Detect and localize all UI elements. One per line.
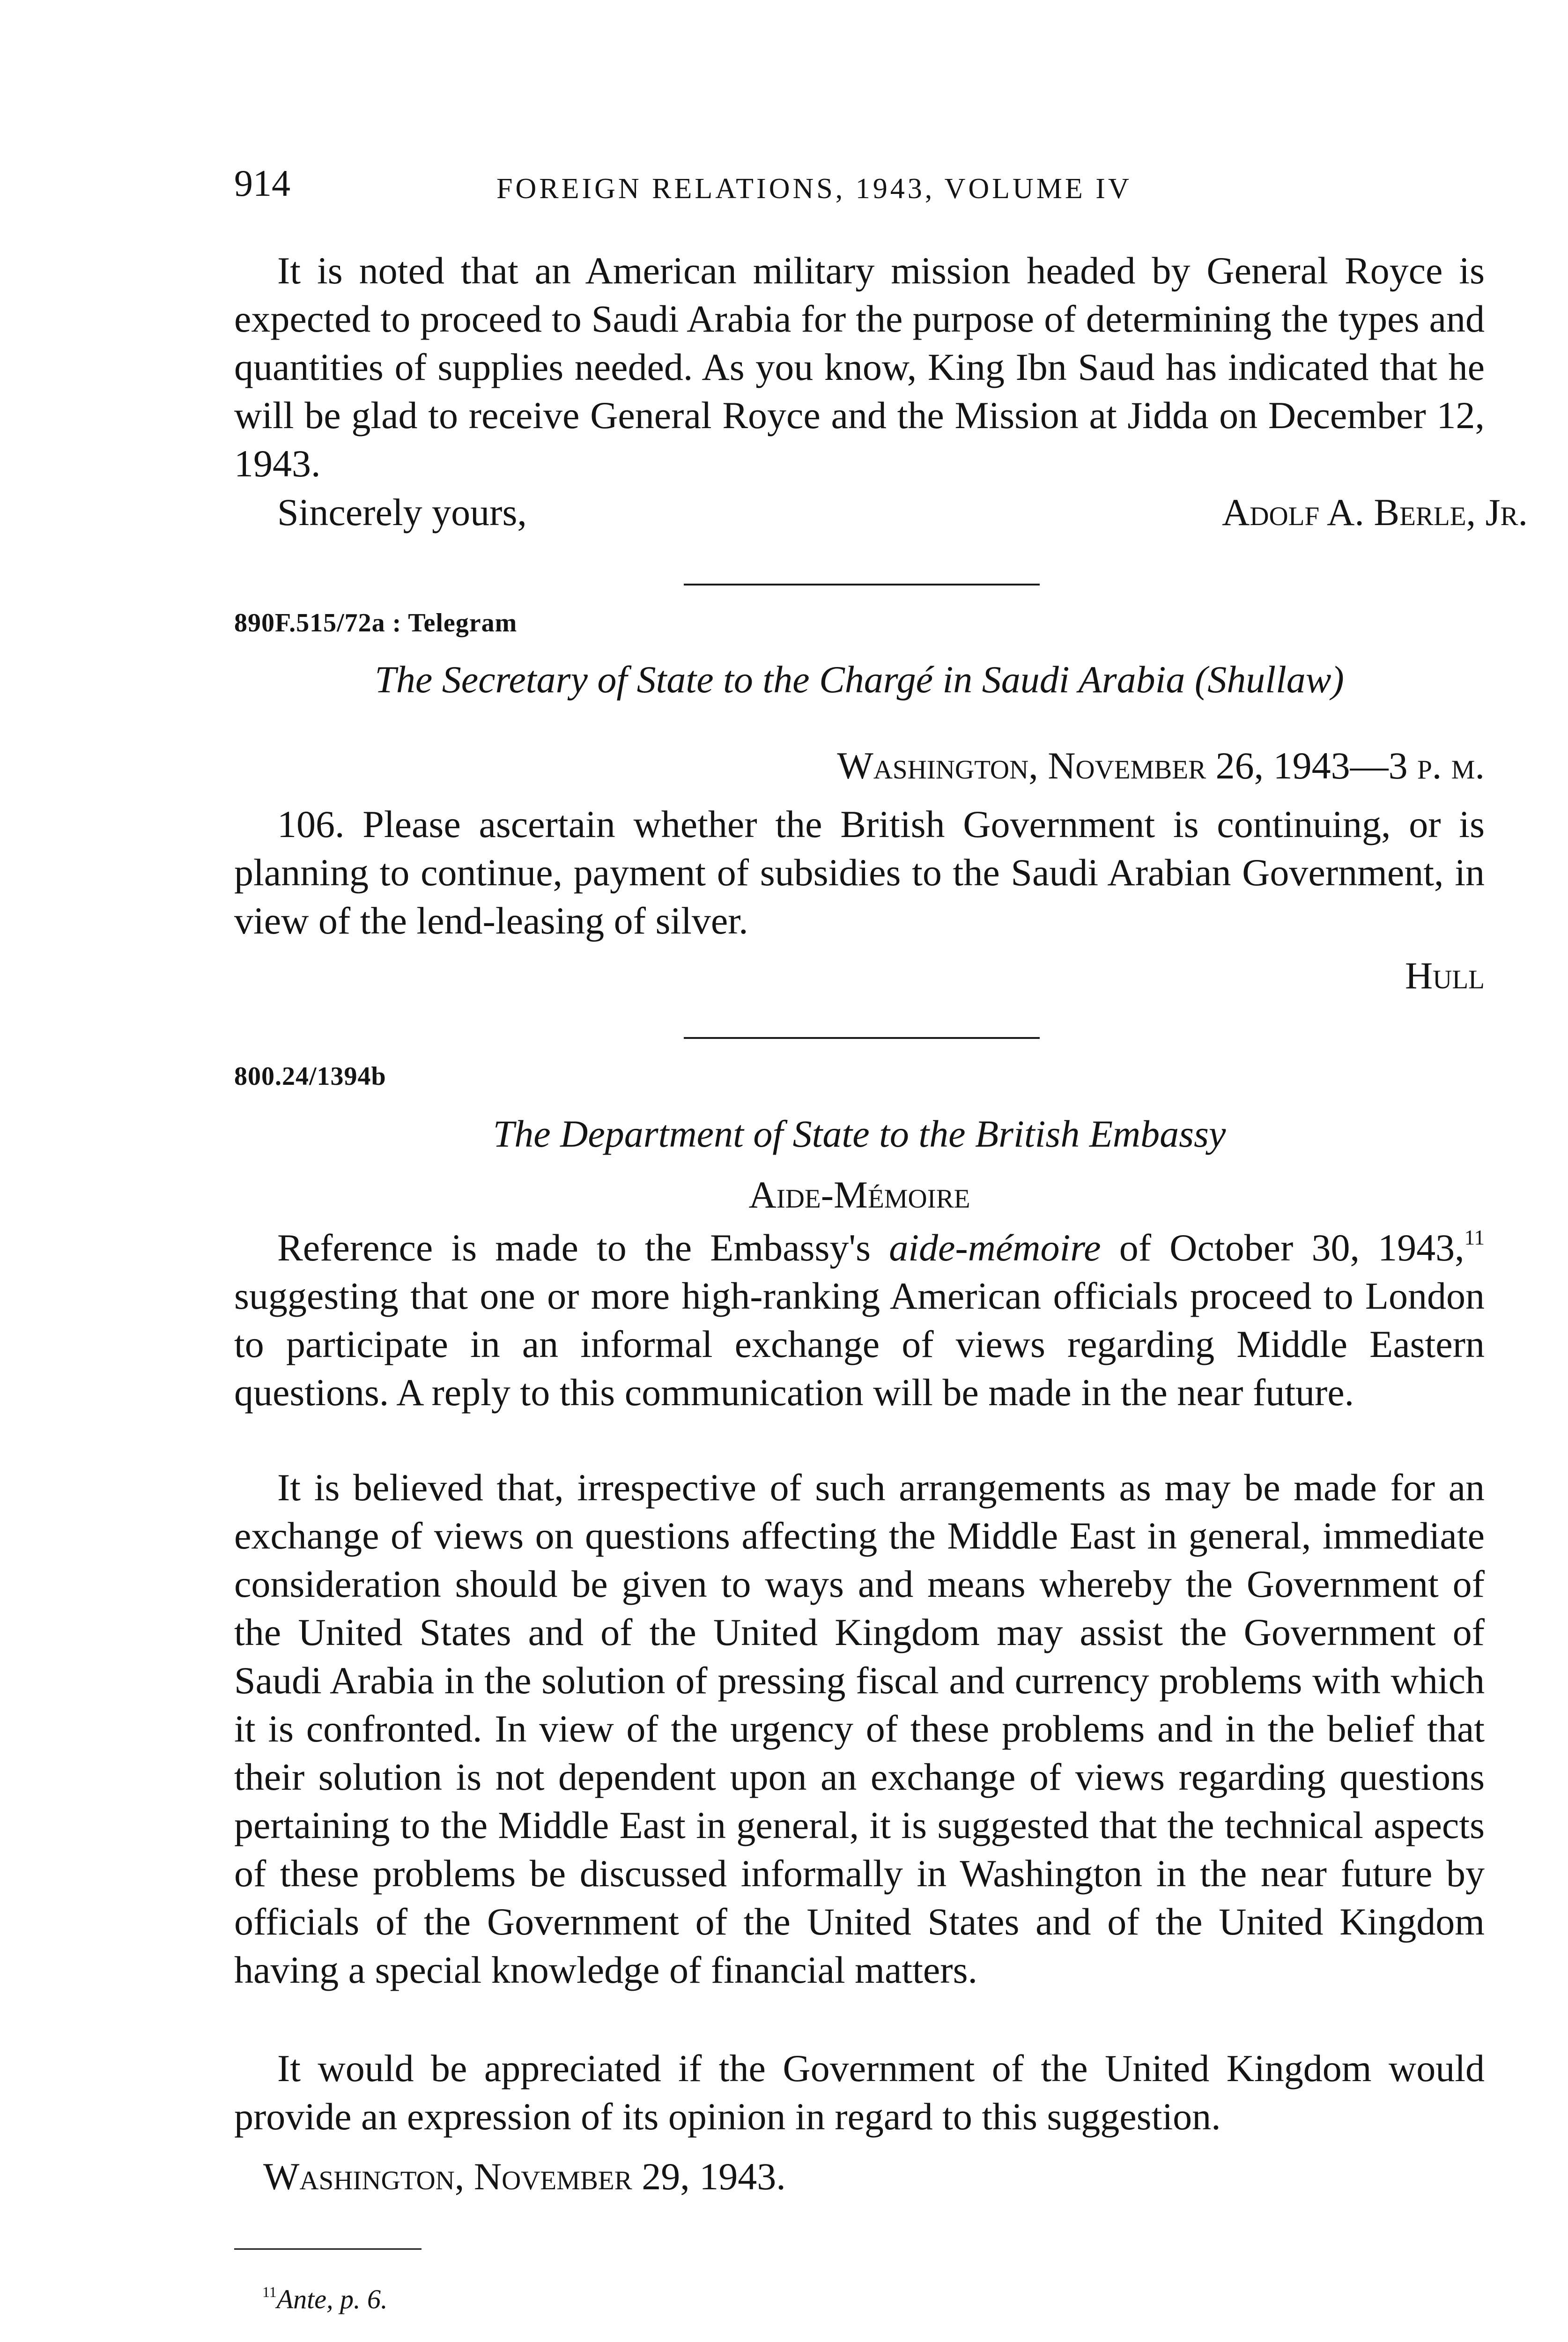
section-divider xyxy=(684,584,1040,586)
letter-closing-line xyxy=(234,488,1528,536)
memo-paragraph-2: It is believed that, irrespective of such arrangements as may be made for an exchange of views on questions affecting the Middle East in general, immediate consideration should be given to ways and means whereby the Government of the United States and of the United Kingdom may assist the Government of Saudi Arabia in the solution of pressing fiscal and currency problems with which it is confronted. In view of the urgency of these problems and in the belief that their solution is not dependent upon an exchange of views regarding questions pertaining to the Middle East in general, it is suggested that the technical aspects of these problems be discussed informally in Washington in the near future by officials of the Government of the United States and of the United Kingdom having a special knowledge of financial matters. xyxy=(234,1466,1485,1991)
footnote xyxy=(262,2286,388,2313)
footnote-reference: 11 xyxy=(1464,1226,1485,1250)
footnote-number: 11 xyxy=(262,2284,277,2301)
telegram-signature: Hull xyxy=(1405,954,1485,997)
page-number: 914 xyxy=(234,163,290,204)
memo-subtitle: Aide-Mémoire xyxy=(748,1173,970,1216)
footnote-rule xyxy=(234,2248,422,2250)
memo-file-reference: 800.24/1394b xyxy=(234,1062,386,1091)
memo-paragraph-3: It would be appreciated if the Government of the United Kingdom would provide an expression of its opinion in regard to this suggestion. xyxy=(234,2047,1485,2138)
section-divider xyxy=(684,1037,1040,1039)
letter-paragraph: It is noted that an American military mission headed by General Royce is expected to proceed to Saudi Arabia for the purpose of determining the types and quantities of supplies needed. As you know, King Ibn Saud has indicated that he will be glad to receive General Royce and the Mission at Jidda on December 12, 1943. xyxy=(234,249,1485,485)
telegram-body: 106. Please ascertain whether the British Government is continuing, or is planning to continue, payment of subsidies to the Saudi Arabian Government, in view of the lend-leasing of silver. xyxy=(234,803,1485,942)
memo-paragraph-1: Reference is made to the Embassy's aide-mémoire of October 30, 1943,11 suggesting that one or more high-ranking American officials proceed to London to participate in an informal exchange of views regarding Middle Eastern questions. A reply to this communication will be made in the near future. xyxy=(234,1226,1485,1414)
letter-signature: Adolf A. Berle, Jr. xyxy=(1222,491,1528,534)
footnote-text: Ante, p. 6. xyxy=(276,2284,388,2314)
telegram-title: The Secretary of State to the Chargé in Saudi Arabia (Shullaw) xyxy=(375,658,1344,701)
telegram-dateline: Washington, November 26, 1943—3 p. m. xyxy=(837,744,1485,787)
memo-title: The Department of State to the British Embassy xyxy=(493,1112,1226,1155)
memo-dateline: Washington, November 29, 1943. xyxy=(263,2155,786,2198)
aide-memoire-term: aide-mémoire xyxy=(889,1226,1101,1269)
letter-closing: Sincerely yours, xyxy=(277,491,527,534)
running-title: FOREIGN RELATIONS, 1943, VOLUME IV xyxy=(496,173,1132,205)
telegram-file-reference: 890F.515/72a : Telegram xyxy=(234,608,518,637)
